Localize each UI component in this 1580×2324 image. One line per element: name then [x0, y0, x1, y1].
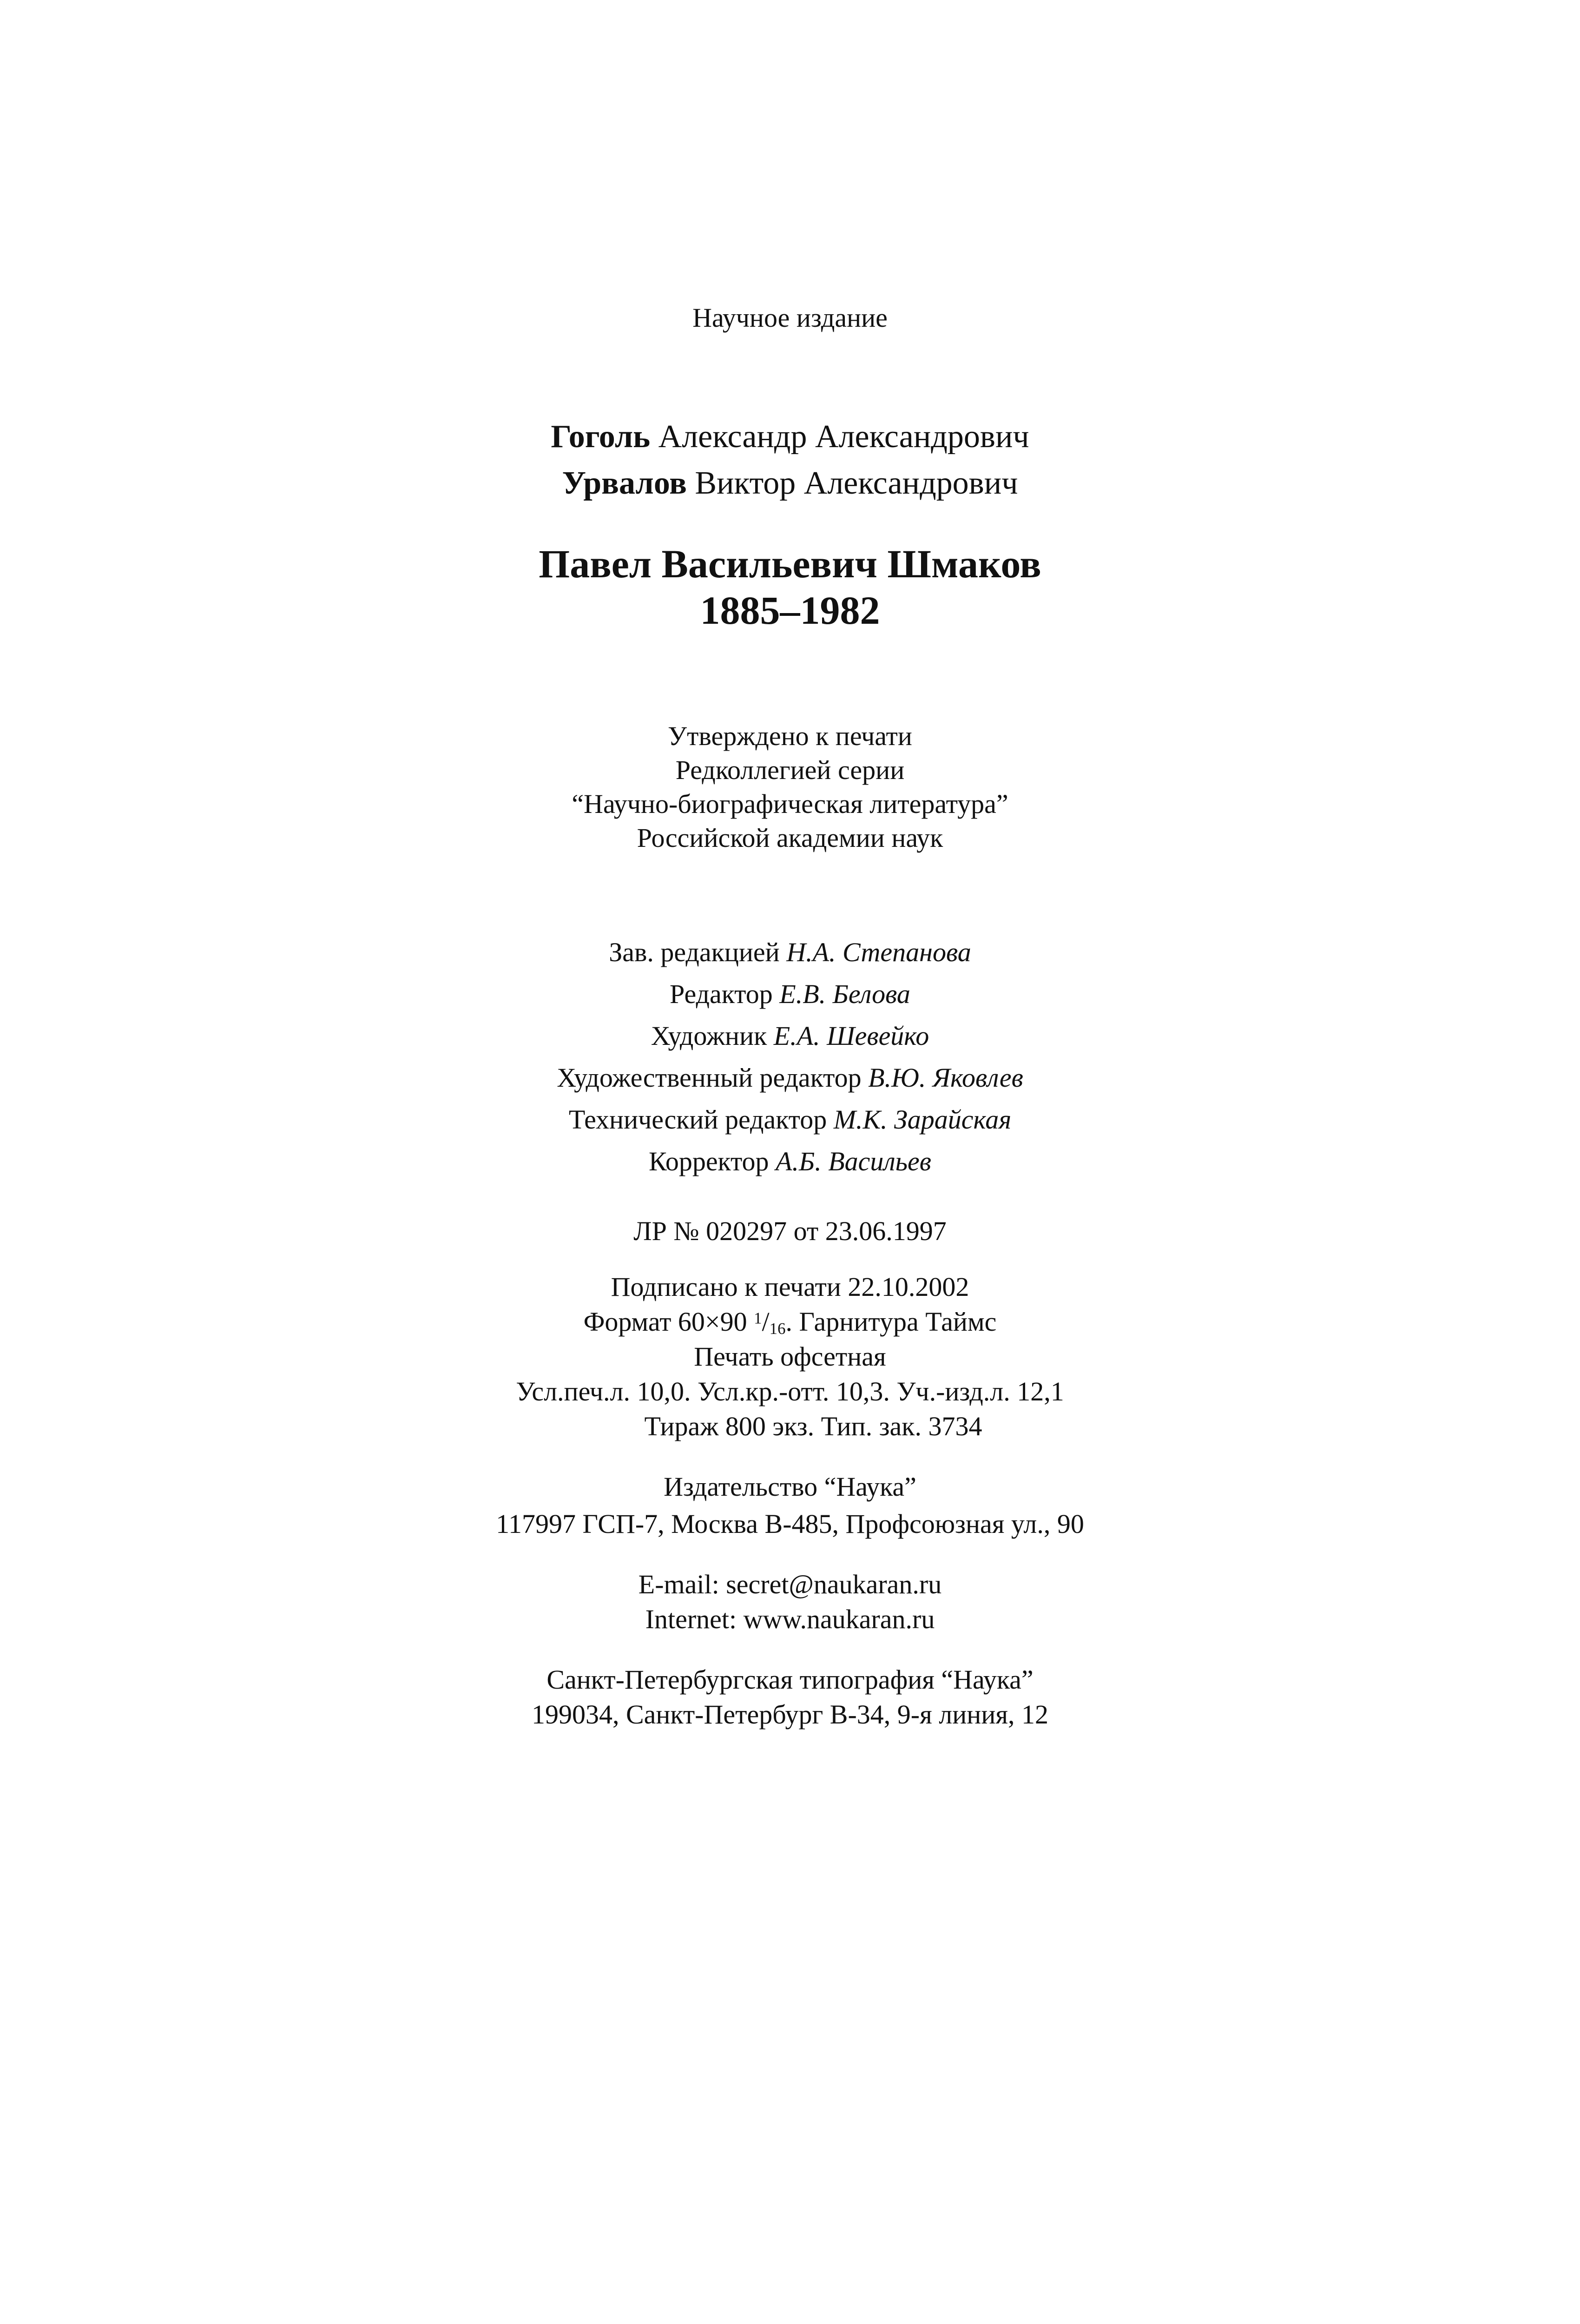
print-sheets: Усл.печ.л. 10,0. Усл.кр.-отт. 10,3. Уч.-изд.л. 12,1	[516, 1376, 1064, 1406]
staff-role: Редактор	[670, 979, 773, 1009]
signed-to-print: Подписано к печати 22.10.2002	[611, 1272, 969, 1302]
staff-line	[0, 939, 1580, 966]
staff-role: Зав. редакцией	[609, 937, 780, 967]
license-number: ЛР № 020297 от 23.06.1997	[633, 1216, 947, 1246]
print-type: Печать офсетная	[694, 1341, 886, 1372]
format-fraction-numerator: 1	[754, 1309, 762, 1327]
staff-person: Е.В. Белова	[779, 979, 910, 1009]
approval-line-3: “Научно-биографическая литература”	[572, 789, 1008, 819]
publisher-website: Internet: www.naukaran.ru	[645, 1604, 935, 1634]
author-2	[0, 467, 1580, 500]
edition-type: Научное издание	[692, 303, 888, 333]
print-run: Тираж 800 экз. Тип. зак. 3734	[644, 1411, 982, 1441]
approval-line-2: Редколлегией серии	[675, 755, 905, 785]
author-2-given: Виктор Александрович	[695, 465, 1018, 501]
staff-person: М.К. Зарайская	[833, 1104, 1012, 1135]
staff-line	[0, 1064, 1580, 1091]
format-prefix: Формат 60×90	[583, 1307, 754, 1337]
staff-person: Н.А. Степанова	[786, 937, 971, 967]
author-2-surname: Урвалов	[562, 465, 687, 501]
staff-role: Корректор	[649, 1146, 769, 1176]
staff-line	[0, 1106, 1580, 1133]
printer-name: Санкт-Петербургская типография “Наука”	[546, 1664, 1034, 1695]
staff-person: В.Ю. Яковлев	[868, 1063, 1023, 1093]
staff-role: Художественный редактор	[557, 1063, 862, 1093]
staff-person: А.Б. Васильев	[776, 1146, 931, 1176]
staff-line	[0, 1148, 1580, 1175]
staff-line	[0, 981, 1580, 1008]
publisher-address: 117997 ГСП-7, Москва В-485, Профсоюзная ул., 90	[496, 1509, 1084, 1539]
format-fraction-denominator: 16	[769, 1319, 786, 1338]
publisher-email: E-mail: secret@naukaran.ru	[638, 1569, 942, 1599]
author-1-given: Александр Александрович	[658, 419, 1029, 455]
book-title: Павел Васильевич Шмаков	[539, 541, 1041, 586]
format-line: Формат 60×90 $^1/_{16}$. Гарнитура Таймс	[583, 1307, 997, 1338]
author-1-surname: Гоголь	[551, 419, 651, 455]
staff-person: Е.А. Шевейко	[773, 1021, 929, 1051]
publisher-name: Издательство “Наука”	[664, 1472, 916, 1502]
staff-role: Технический редактор	[568, 1104, 827, 1135]
staff-role: Художник	[651, 1021, 767, 1051]
author-1	[0, 421, 1580, 453]
format-suffix: . Гарнитура Таймс	[785, 1307, 997, 1337]
staff-line	[0, 1023, 1580, 1050]
book-years: 1885–1982	[700, 588, 880, 633]
approval-line-4: Российской академии наук	[637, 823, 943, 853]
printer-address: 199034, Санкт-Петербург В-34, 9-я линия, 12	[531, 1699, 1049, 1730]
approval-line-1: Утверждено к печати	[668, 721, 912, 751]
